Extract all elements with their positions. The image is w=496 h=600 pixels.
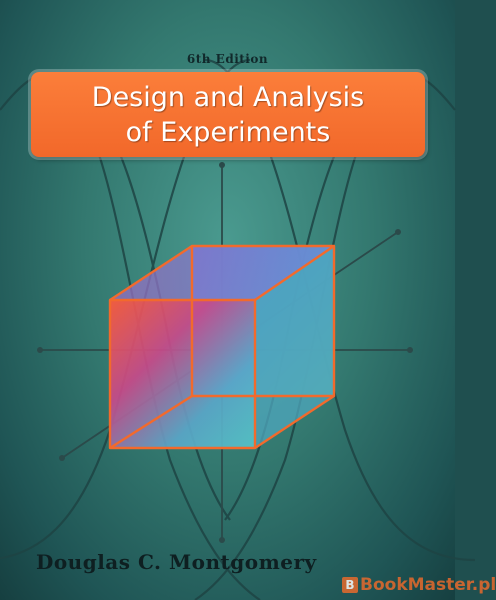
watermark [342,575,496,595]
edition-label: 6th Edition [186,52,269,66]
book-title-line-2: of Experiments [125,117,331,148]
book-icon: B [342,577,358,593]
author-name: Douglas C. Montgomery [36,550,317,574]
title-banner [31,72,425,157]
cube-front-face [110,300,255,448]
cube [110,246,334,448]
book-title-line-1: Design and Analysis [91,82,365,113]
watermark-text: BookMaster.pl [360,575,496,595]
